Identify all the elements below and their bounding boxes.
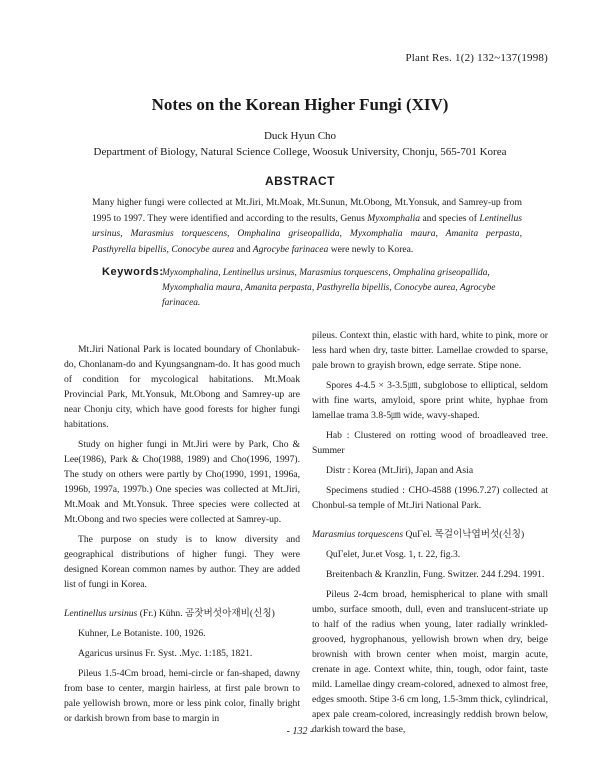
- abstract-text-3: and: [234, 243, 253, 255]
- species-reference-2: Agaricus ursinus Fr. Syst. .Myc. 1:185, 1821.: [78, 648, 253, 659]
- specimens-paragraph: Specimens studied : CHO-4588 (1996.7.27) collected at Chonbul-sa temple of Mt.Jiri National Park.: [312, 485, 548, 511]
- right-column: [312, 328, 548, 742]
- species-name: Marasmius torquescens: [312, 529, 404, 540]
- spores-paragraph: Spores 4-4.5 × 3-3.5㎛, subglobose to elliptical, seldom with fine warts, amyloid, spore print white, hyphae from lamellae trama 3.8-5㎛ wide, wavy-shaped.: [312, 380, 548, 421]
- keywords-label: Keywords:: [102, 266, 164, 278]
- species-description: Pileus 1.5-4Cm broad, hemi-circle or fan-shaped, dawny from base to center, margin hairless, at first pale brown to pale yellowish brown, more or less pink color, finally bright or darkish brown from base to margin in: [64, 668, 300, 724]
- intro-paragraph-2: Study on higher fungi in Mt.Jiri were by Park, Cho & Lee(1986), Park & Cho(1988, 1989) and Cho(1996, 1997). The study on others were partly by Cho(1990, 1991, 1996a, 1996b, 1997a, 1997b.) One species was collected at Mt.Jiri, Mt.Moak and Mt.Yonsuk. Three species were collected at Mt.Obong and two species were collected at Samrey-up.: [64, 439, 300, 525]
- author-affiliation: Department of Biology, Natural Science College, Woosuk University, Chonju, 565-701 Korea: [93, 146, 507, 158]
- journal-reference: Plant Res. 1(2) 132~137(1998): [405, 52, 548, 64]
- page-number: - 132 -: [286, 726, 314, 737]
- species-reference-1: QuΓelet, Jur.et Vosg. 1, t. 22, fig.3.: [326, 549, 461, 560]
- abstract-text-4: were newly to Korea.: [328, 243, 414, 255]
- species-heading-marasmius: [312, 527, 548, 542]
- habitat-paragraph: Hab : Clustered on rotting wood of broadleaved tree. Summer: [312, 430, 548, 456]
- abstract-genus: Myxomphalia: [367, 212, 421, 224]
- species-author: QuΓel. 목걸이낙엽버섯(신칭): [403, 529, 525, 540]
- intro-paragraph-1: Mt.Jiri National Park is located boundary of Chonlabuk-do, Chonlanam-do and Kyungsangnam-do. It has good much of condition for mycological habitations. Mt.Moak Provincial Park, Mt.Yonsuk, Mt.Obong and Samrey-up are near Chonju city, which have good forests for higher fungi habitations.: [64, 344, 300, 430]
- species-description: Pileus 2-4cm broad, hemispherical to plane with small umbo, surface smooth, dull, even and translucent-striate up to half of the radius when young, later radially wrinkled-grooved, hygrophanous, yellowish brown when dry, beige brownish with brown center when moist, margin acute, crenate in age. Context white, thin, tough, odor faint, taste mild. Lamellae dingy cream-colored, adnexed to almost free, edges smooth. Stipe 3-6 cm long, 1.5-3mm thick, cylindrical, apex pale cream-colored, increasingly reddish brown below, darkish toward the base,: [312, 589, 548, 735]
- species-author: (Fr.) Kühn. 곰잣버섯아재비(신칭): [137, 608, 275, 619]
- abstract-text-2: and species of: [420, 212, 480, 224]
- left-column: [64, 342, 300, 731]
- description-continued: pileus. Context thin, elastic with hard, white to pink, more or less hard when dry, taste bitter. Lamellae crowded to sparse, pale brown to grayish brown, edge serrate. Stipe none.: [312, 330, 548, 371]
- paper-title: Notes on the Korean Higher Fungi (XIV): [151, 95, 449, 114]
- species-heading-lentinellus: [64, 606, 300, 621]
- author-name: Duck Hyun Cho: [263, 130, 337, 142]
- distribution-paragraph: Distr : Korea (Mt.Jiri), Japan and Asia: [326, 465, 474, 476]
- keywords-text: Myxomphalina, Lentinellus ursinus, Marasmius torquescens, Omphalina griseopallida, Myxomphalia maura, Amanita perpasta, Pasthyrella bipellis, Conocybe aurea, Agrocybe farinacea.: [162, 268, 496, 308]
- abstract-body: [92, 195, 522, 257]
- species-reference-1: Kuhner, Le Botaniste. 100, 1926.: [78, 628, 206, 639]
- abstract-last-species: Agrocybe farinacea: [252, 243, 329, 255]
- abstract-text-1: Many higher fungi were collected at Mt.Jiri, Mt.Moak, Mt.Sunun, Mt.Obong, Mt.Yonsuk, and Samrey-up from 1995 to 1997. They were identified and according to the results, Genus: [92, 197, 522, 224]
- abstract-species-list: Lentinellus ursinus, Marasmius torquescens, Omphalina griseopallida, Myxomphalia maura, Amanita perpasta, Pasthyrella bipellis, Conocybe aurea: [92, 212, 522, 255]
- intro-paragraph-3: The purpose on study is to know diversity and geographical distributions of higher fungi. They were designed Korean common names by author. They are added list of fungi in Korea.: [64, 534, 300, 590]
- species-reference-2: Breitenbach & Kranzlin, Fung. Switzer. 244 f.294. 1991.: [326, 569, 545, 580]
- abstract-heading: ABSTRACT: [265, 174, 335, 188]
- species-name: Lentinellus ursinus: [64, 608, 138, 619]
